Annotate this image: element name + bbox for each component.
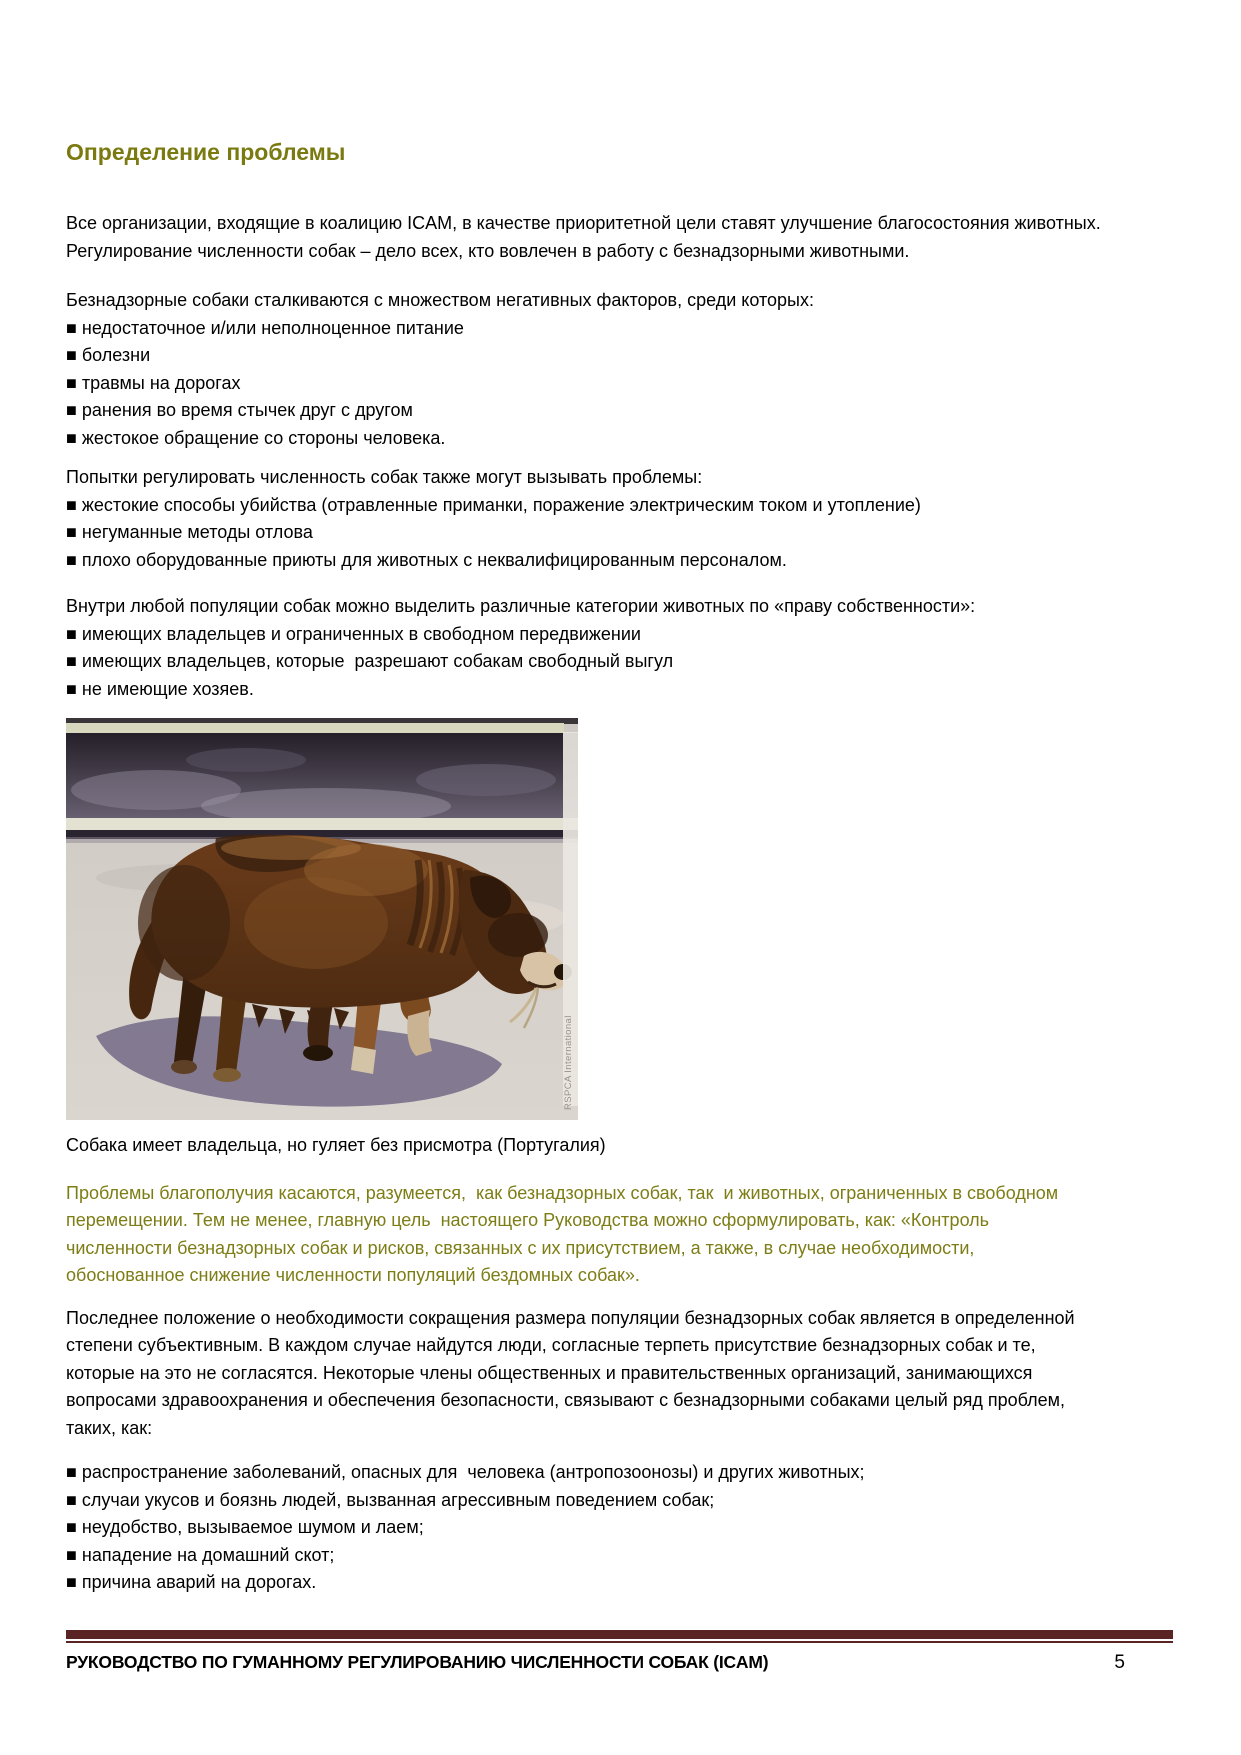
text-line: вопросами здравоохранения и обеспечения безопасности, связывают с безнадзорными собаками целый ряд проблем, <box>66 1390 1066 1410</box>
bullet-item: ■ причина аварий на дорогах. <box>66 1572 317 1592</box>
text-line: численности безнадзорных собак и рисков, связанных с их присутствием, а также, в случае необходимости, <box>66 1237 975 1258</box>
dog-photo <box>66 718 578 1120</box>
bullet-item: ■ ранения во время стычек друг с другом <box>66 400 413 420</box>
paragraph-welfare-factors <box>66 287 1176 452</box>
bullet-item: ■ случаи укусов и боязнь людей, вызванная агрессивным поведением собак; <box>66 1489 715 1510</box>
text-line: Попытки регулировать численность собак также могут вызывать проблемы: <box>66 467 703 487</box>
footer-rule <box>66 1630 1173 1643</box>
page-title: Определение проблемы <box>66 139 346 165</box>
bullet-item: ■ болезни <box>66 345 151 365</box>
text-line: Проблемы благополучия касаются, разумеется, как безнадзорных собак, так и животных, ограниченных в свободном <box>66 1182 1059 1203</box>
text-line: которые на это не согласятся. Некоторые члены общественных и правительственных организаций, занимающихся <box>66 1362 1033 1383</box>
text-line: Все организации, входящие в коалицию ICAM, в качестве приоритетной цели ставят улучшение благосостояния животных. <box>66 213 1101 233</box>
bullet-item: ■ не имеющие хозяев. <box>66 678 254 699</box>
text-line: Безнадзорные собаки сталкиваются с множеством негативных факторов, среди которых: <box>66 290 814 310</box>
bullet-item: ■ имеющих владельцев и ограниченных в свободном передвижении <box>66 623 641 644</box>
bullet-item: ■ имеющих владельцев, которые разрешают собакам свободный выгул <box>66 651 674 671</box>
paragraph-ownership-categories <box>66 593 1176 703</box>
footer-row <box>66 1652 1173 1674</box>
text-line: Последнее положение о необходимости сокращения размера популяции безнадзорных собак является в определенной <box>66 1307 1075 1328</box>
paragraph-control-problems <box>66 464 1176 574</box>
bullet-item: ■ плохо оборудованные приюты для животных с неквалифицированным персоналом. <box>66 549 787 570</box>
page-footer <box>66 1630 1173 1674</box>
footer-title: РУКОВОДСТВО ПО ГУМАННОМУ РЕГУЛИРОВАНИЮ ЧИСЛЕННОСТИ СОБАК (ICAM) <box>66 1652 769 1672</box>
paragraph-subjectivity <box>66 1305 1176 1443</box>
dog-photo-illustration <box>66 718 578 1120</box>
bullet-item: ■ нападение на домашний скот; <box>66 1544 335 1565</box>
photo-watermark-strip <box>563 732 578 1110</box>
bullet-item: ■ неудобство, вызываемое шумом и лаем; <box>66 1517 424 1537</box>
paragraph-goal-highlight <box>66 1180 1176 1290</box>
photo-caption: Собака имеет владельца, но гуляет без присмотра (Португалия) <box>66 1135 606 1155</box>
bullet-item: ■ травмы на дорогах <box>66 372 241 393</box>
bullet-item: ■ негуманные методы отлова <box>66 522 313 542</box>
text-line: перемещении. Тем не менее, главную цель настоящего Руководства можно сформулировать, как: «Контроль <box>66 1210 990 1230</box>
bullet-item: ■ жестокое обращение со стороны человека. <box>66 427 446 448</box>
bullet-item: ■ недостаточное и/или неполноценное питание <box>66 317 464 338</box>
page-number: 5 <box>1114 1652 1125 1673</box>
text-line: таких, как: <box>66 1417 153 1438</box>
text-line: Внутри любой популяции собак можно выделить различные категории животных по «праву собственности»: <box>66 596 976 616</box>
text-line: степени субъективным. В каждом случае найдутся люди, согласные терпеть присутствие безнадзорных собак и те, <box>66 1335 1036 1355</box>
photo-watermark: RSPCA International <box>563 1015 574 1110</box>
text-line: обоснованное снижение численности популяций бездомных собак». <box>66 1265 640 1285</box>
bullet-item: ■ распространение заболеваний, опасных для человека (антропозоонозы) и других животных; <box>66 1462 865 1482</box>
paragraph-problem-list <box>66 1459 1176 1597</box>
bullet-item: ■ жестокие способы убийства (отравленные приманки, поражение электрическим током и утопление) <box>66 494 921 515</box>
text-line: Регулирование численности собак – дело всех, кто вовлечен в работу с безнадзорными животными. <box>66 240 910 261</box>
paragraph-intro <box>66 210 1176 265</box>
page-content <box>66 0 1176 1597</box>
